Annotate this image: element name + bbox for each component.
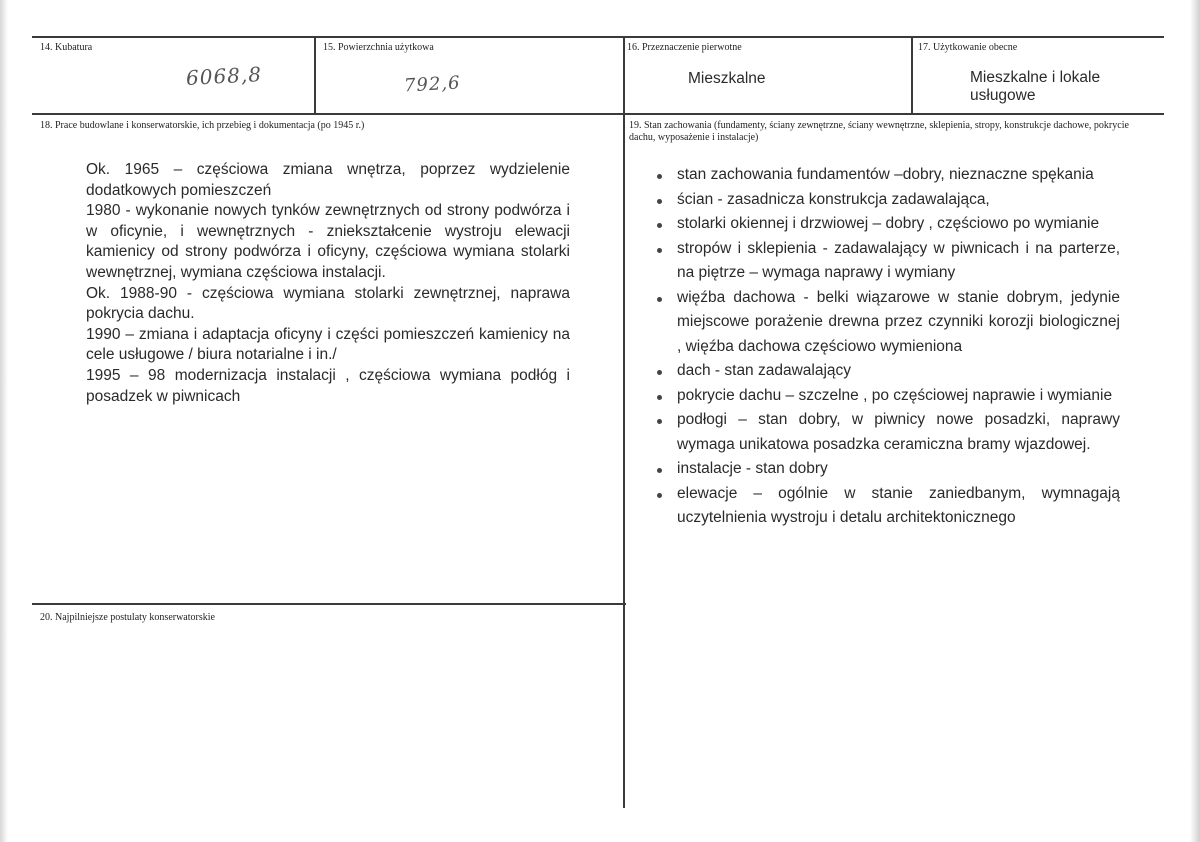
bullet-icon (657, 419, 662, 424)
bullet-icon (657, 370, 662, 375)
field-19-item-text: instalacje - stan dobry (677, 460, 828, 477)
field-18-label: 18. Prace budowlane i konserwatorskie, ich przebieg i dokumentacja (po 1945 r.) (40, 120, 365, 131)
field-16-label: 16. Przeznaczenie pierwotne (627, 42, 742, 53)
field-16-value: Mieszkalne (688, 70, 766, 87)
bullet-icon (657, 493, 662, 498)
field-20-label: 20. Najpilniejsze postulaty konserwatorskie (40, 612, 215, 623)
field-18-entry: Ok. 1965 – częściowa zmiana wnętrza, poprzez wydzielenie dodatkowych pomieszczeń (86, 161, 570, 199)
field-15-value: 792,6 (403, 72, 462, 97)
field-19-item-text: pokrycie dachu – szczelne , po częściowej naprawie i wymianie (677, 386, 1113, 404)
bullet-icon (657, 248, 662, 253)
field-19-item-text: ścian - zasadnicza konstrukcja zadawalająca, (677, 190, 990, 208)
field-15-label: 15. Powierzchnia użytkowa (323, 42, 434, 53)
field-14-label: 14. Kubatura (40, 42, 93, 53)
rule-col-3 (911, 36, 913, 114)
bullet-icon (657, 297, 662, 302)
rule-top (32, 36, 1164, 38)
field-19-list (650, 163, 1120, 531)
rule-row2-bottom (32, 603, 626, 605)
field-17-label: 17. Użytkowanie obecne (918, 42, 1018, 53)
bullet-icon (657, 223, 662, 228)
field-18-entry: Ok. 1988-90 - częściowa wymiana stolarki zewnętrznej, naprawa pokrycia dachu. (86, 284, 570, 323)
field-18-entries (86, 160, 570, 407)
field-19-item (650, 237, 1120, 286)
field-19-item-text: więźba dachowa - belki wiązarowe w stanie dobrym, jedynie miejscowe porażenie drewna przez czynniki korozji biologicznej , więźba dachowa częściowo wymieniona (677, 288, 1120, 355)
field-19-item (650, 482, 1120, 531)
field-19-item (650, 212, 1120, 237)
bullet-icon (657, 468, 662, 473)
scan-edge-right (1190, 0, 1200, 842)
rule-row1-bottom (32, 113, 1164, 115)
field-19-item (650, 457, 1120, 482)
field-19-item (650, 408, 1120, 457)
field-18-entry: 1990 – zmiana i adaptacja oficyny i części pomieszczeń kamienicy na cele usługowe / biura notarialne i in./ (86, 325, 570, 364)
field-19-item (650, 384, 1120, 409)
field-19-item (650, 163, 1120, 188)
field-19-item (650, 188, 1120, 213)
field-19-label: 19. Stan zachowania (fundamenty, ściany zewnętrzne, ściany wewnętrzne, sklepienia, stropy, konstrukcje dachowe, pokrycie dachu, wyposażenie i instalacje) (629, 120, 1129, 143)
field-14-value: 6068,8 (185, 62, 263, 90)
field-19-item-text: dach - stan zadawalający (677, 362, 852, 379)
field-19-item-text: podłogi – stan dobry, w piwnicy nowe posadzki, naprawy wymaga unikatowa posadzka ceramiczna bramy wjazdowej. (677, 411, 1120, 453)
field-19-item-text: stolarki okiennej i drzwiowej – dobry , częściowo po wymianie (677, 215, 1100, 232)
rule-col-1 (314, 36, 316, 114)
bullet-icon (657, 395, 662, 400)
field-19-item (650, 286, 1120, 360)
field-18-entry: 1995 – 98 modernizacja instalacji , częściowa wymiana podłóg i posadzek w piwnicach (86, 366, 570, 405)
field-19-item-text: elewacje – ogólnie w stanie zaniedbanym, wymnagają uczytelnienia wystroju i detalu architektonicznego (677, 484, 1120, 526)
rule-col-mid (623, 36, 625, 808)
field-19-item-text: stan zachowania fundamentów –dobry, nieznaczne spękania (677, 166, 1094, 183)
bullet-icon (657, 174, 662, 179)
bullet-icon (657, 199, 662, 204)
field-19-item-text: stropów i sklepienia - zadawalający w piwnicach i na parterze, na piętrze – wymaga naprawy i wymiany (677, 239, 1120, 281)
field-17-value: Mieszkalne i lokale usługowe (970, 69, 1101, 104)
scan-edge-left (0, 0, 8, 842)
field-18-entry: 1980 - wykonanie nowych tynków zewnętrznych od strony podwórza i w oficynie, i wewnętrznych - zniekształcenie wystroju elewacji kamienicy od strony podwórza i oficyny, częściowa wymiana stolarki wewnętrznej, wymiana częściowa instalacji. (86, 202, 570, 281)
field-19-item (650, 359, 1120, 384)
